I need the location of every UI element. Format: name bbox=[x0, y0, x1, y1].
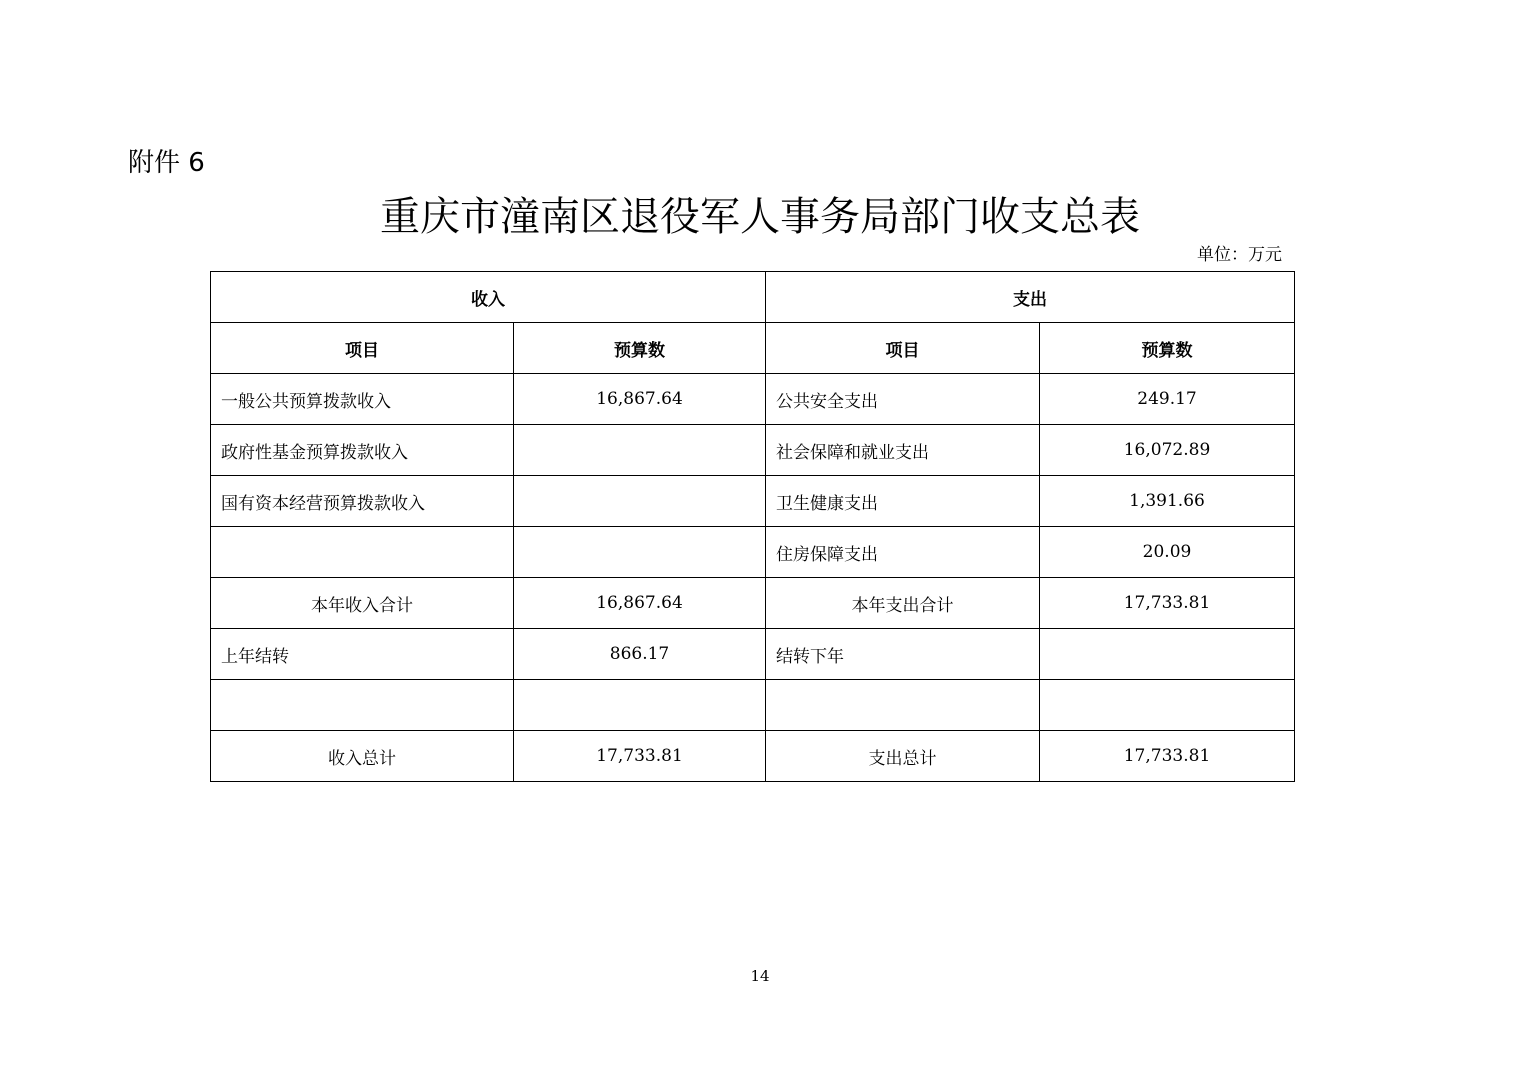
expenditure-total-label: 支出总计 bbox=[766, 731, 1040, 782]
table-row bbox=[211, 476, 1295, 527]
income-item-header: 项目 bbox=[211, 323, 514, 374]
expenditure-item-cell bbox=[766, 680, 1040, 731]
table-row bbox=[211, 680, 1295, 731]
income-subtotal-value: 16,867.64 bbox=[514, 578, 766, 629]
budget-summary-table bbox=[210, 271, 1295, 782]
expenditure-item-header: 项目 bbox=[766, 323, 1040, 374]
income-total-value: 17,733.81 bbox=[514, 731, 766, 782]
column-header-row bbox=[211, 323, 1295, 374]
expenditure-value-cell: 1,391.66 bbox=[1040, 476, 1295, 527]
income-item-cell: 国有资本经营预算拨款收入 bbox=[211, 476, 514, 527]
income-value-cell bbox=[514, 680, 766, 731]
expenditure-item-cell: 结转下年 bbox=[766, 629, 1040, 680]
expenditure-item-cell: 社会保障和就业支出 bbox=[766, 425, 1040, 476]
subtotal-row bbox=[211, 578, 1295, 629]
expenditure-group-header: 支出 bbox=[766, 272, 1295, 323]
table-row bbox=[211, 425, 1295, 476]
expenditure-value-cell: 249.17 bbox=[1040, 374, 1295, 425]
page-number: 14 bbox=[750, 967, 770, 985]
attachment-label: 附件 6 bbox=[128, 148, 205, 178]
page-title: 重庆市潼南区退役军人事务局部门收支总表 bbox=[380, 194, 1140, 240]
grand-total-row bbox=[211, 731, 1295, 782]
income-item-cell: 政府性基金预算拨款收入 bbox=[211, 425, 514, 476]
table-row bbox=[211, 374, 1295, 425]
table-row bbox=[211, 527, 1295, 578]
income-group-header: 收入 bbox=[211, 272, 766, 323]
unit-label: 单位：万元 bbox=[1197, 245, 1282, 265]
expenditure-value-cell bbox=[1040, 629, 1295, 680]
table-row bbox=[211, 629, 1295, 680]
income-subtotal-label: 本年收入合计 bbox=[211, 578, 514, 629]
income-item-cell: 一般公共预算拨款收入 bbox=[211, 374, 514, 425]
expenditure-subtotal-label: 本年支出合计 bbox=[766, 578, 1040, 629]
income-budget-header: 预算数 bbox=[514, 323, 766, 374]
expenditure-item-cell: 住房保障支出 bbox=[766, 527, 1040, 578]
income-value-cell bbox=[514, 425, 766, 476]
expenditure-value-cell: 20.09 bbox=[1040, 527, 1295, 578]
expenditure-value-cell bbox=[1040, 680, 1295, 731]
expenditure-total-value: 17,733.81 bbox=[1040, 731, 1295, 782]
expenditure-budget-header: 预算数 bbox=[1040, 323, 1295, 374]
income-item-cell bbox=[211, 680, 514, 731]
expenditure-item-cell: 卫生健康支出 bbox=[766, 476, 1040, 527]
expenditure-item-cell: 公共安全支出 bbox=[766, 374, 1040, 425]
income-item-cell bbox=[211, 527, 514, 578]
income-item-cell: 上年结转 bbox=[211, 629, 514, 680]
expenditure-subtotal-value: 17,733.81 bbox=[1040, 578, 1295, 629]
income-total-label: 收入总计 bbox=[211, 731, 514, 782]
income-value-cell bbox=[514, 476, 766, 527]
income-value-cell: 866.17 bbox=[514, 629, 766, 680]
income-value-cell bbox=[514, 527, 766, 578]
income-value-cell: 16,867.64 bbox=[514, 374, 766, 425]
expenditure-value-cell: 16,072.89 bbox=[1040, 425, 1295, 476]
group-header-row bbox=[211, 272, 1295, 323]
